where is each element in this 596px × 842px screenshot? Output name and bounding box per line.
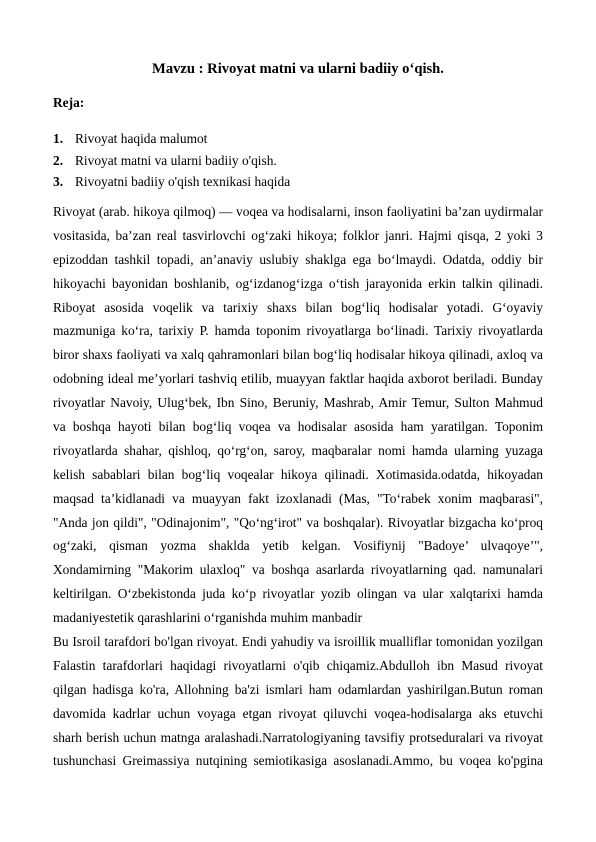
text-line: Riboyat asosida voqelik va tarixiy shaxs bilan bog‘liq hodisalar yotadi. G‘oyaviy [53,299,543,315]
text-line: kelish sabablari bilan bog‘liq voqealar hikoya qilinadi. Xotimasida.odatda, hikoyadan [53,466,543,482]
text-line: biror shaxs faoliyati va xalq qahramonlari bilan bog‘liq hodisalar hikoya qilinadi, axloq va [53,347,543,363]
text-line: og‘zaki, qisman yozma shaklda yetib kelgan. Vosifiynij "Badoye’ ulvaqoye’", [53,538,543,554]
text-line: epizoddan tashkil topadi, an’anaviy uslubiy shaklga ega bo‘lmaydi. Odatda, oddiy bir [53,251,543,267]
plan-item-text: Rivoyat haqida malumot [75,131,208,146]
text-line: davomida kadrlar uchun voyaga etgan rivoyat qiluvchi voqea-hodisalarga aks etuvchi [53,705,543,721]
plan-list [53,130,290,195]
text-line: vositasida, ba’zan real tasvirlovchi og‘zaki hikoya; folklor janri. Hajmi qisqa, 2 yoki 3 [53,227,543,243]
text-line: mazmuniga ko‘ra, tarixiy P. hamda toponim rivoyatlarga bo‘linadi. Tarixiy rivoyatlarda [53,323,543,339]
text-line: keltirilgan. O‘zbekistonda juda ko‘p rivoyatlar yozib olingan va ular xalqtarixi hamda [53,586,543,602]
text-line: maqsad ta’kidlanadi va muayyan fakt izoxlanadi (Mas, "To‘rabek xonim maqbarasi", [53,490,543,506]
plan-item [53,152,290,174]
text-line: tushunchasi Greimassiya nutqining semiotikasiga asoslanadi.Ammo, bu voqea ko'pgina [53,753,543,769]
text-line: hikoyachi bayonidan boshlanib, og‘izdanog‘izga o‘tish jarayonida erkin talkin qilinadi. [53,275,543,291]
body-text [53,200,543,773]
text-line: rivoyatlarda shahar, qishloq, qo‘rg‘on, saroy, maqbaralar nomi hamda ularning yuzaga [53,442,543,458]
text-line: odobning ideal me’yorlari tashviq etilib, muayyan faktlar haqida axborot beriladi. Bunday [53,371,543,387]
plan-item-number: 2. [53,152,64,168]
text-line: rivoyatlar Navoiy, Ulug‘bek, Ibn Sino, Beruniy, Mashrab, Amir Temur, Sulton Mahmud [53,395,543,411]
text-line: sharh berish uchun matnga aralashadi.Narratologiyaning tavsifiy protseduralari va rivoyat [53,729,543,745]
plan-item [53,173,290,195]
text-line: Xondamirning "Makorim ulaxloq" va boshqa asarlarda rivoyatlarning qad. namunalari [53,562,543,578]
plan-item-number: 3. [53,174,64,189]
document-title: Mavzu : Rivoyat matni va ularni badiiy o‘qish. [152,61,444,77]
plan-item-text: Rivoyatni badiiy o'qish texnikasi haqida [75,174,291,189]
text-line: va boshqa hayoti bilan bog‘liq voqea va hodisalar asosida ham yaratilgan. Toponim [53,419,543,435]
text-line: Falastin tarafdorlari haqidagi rivoyatlarni o'qib chiqamiz.Abdulloh ibn Masud rivoyat [53,657,543,673]
text-line: Bu Isroil tarafdori bo'lgan rivoyat. Endi yahudiy va isroillik mualliflar tomonidan yozilgan [53,634,543,650]
plan-item-text: Rivoyat matni va ularni badiiy o'qish. [75,152,277,168]
text-line: madaniyestetik qarashlarini o‘rganishda muhim manbadir [53,610,363,626]
plan-item-number: 1. [53,131,64,146]
text-line: "Anda jon qildi", "Odinajonim", "Qo‘ng‘irot" va boshqalar). Rivoyatlar bizgacha ko‘proq [53,514,543,530]
plan-item [53,130,290,152]
text-line: qilgan hadisga ko'ra, Allohning ba'zi ismlari ham odamlardan yashirilgan.Butun roman [53,681,543,697]
text-line: Rivoyat (arab. hikoya qilmoq) — voqea va hodisalarni, inson faoliyatini ba’zan uydirmalar [53,204,543,219]
plan-heading: Reja: [53,95,85,110]
